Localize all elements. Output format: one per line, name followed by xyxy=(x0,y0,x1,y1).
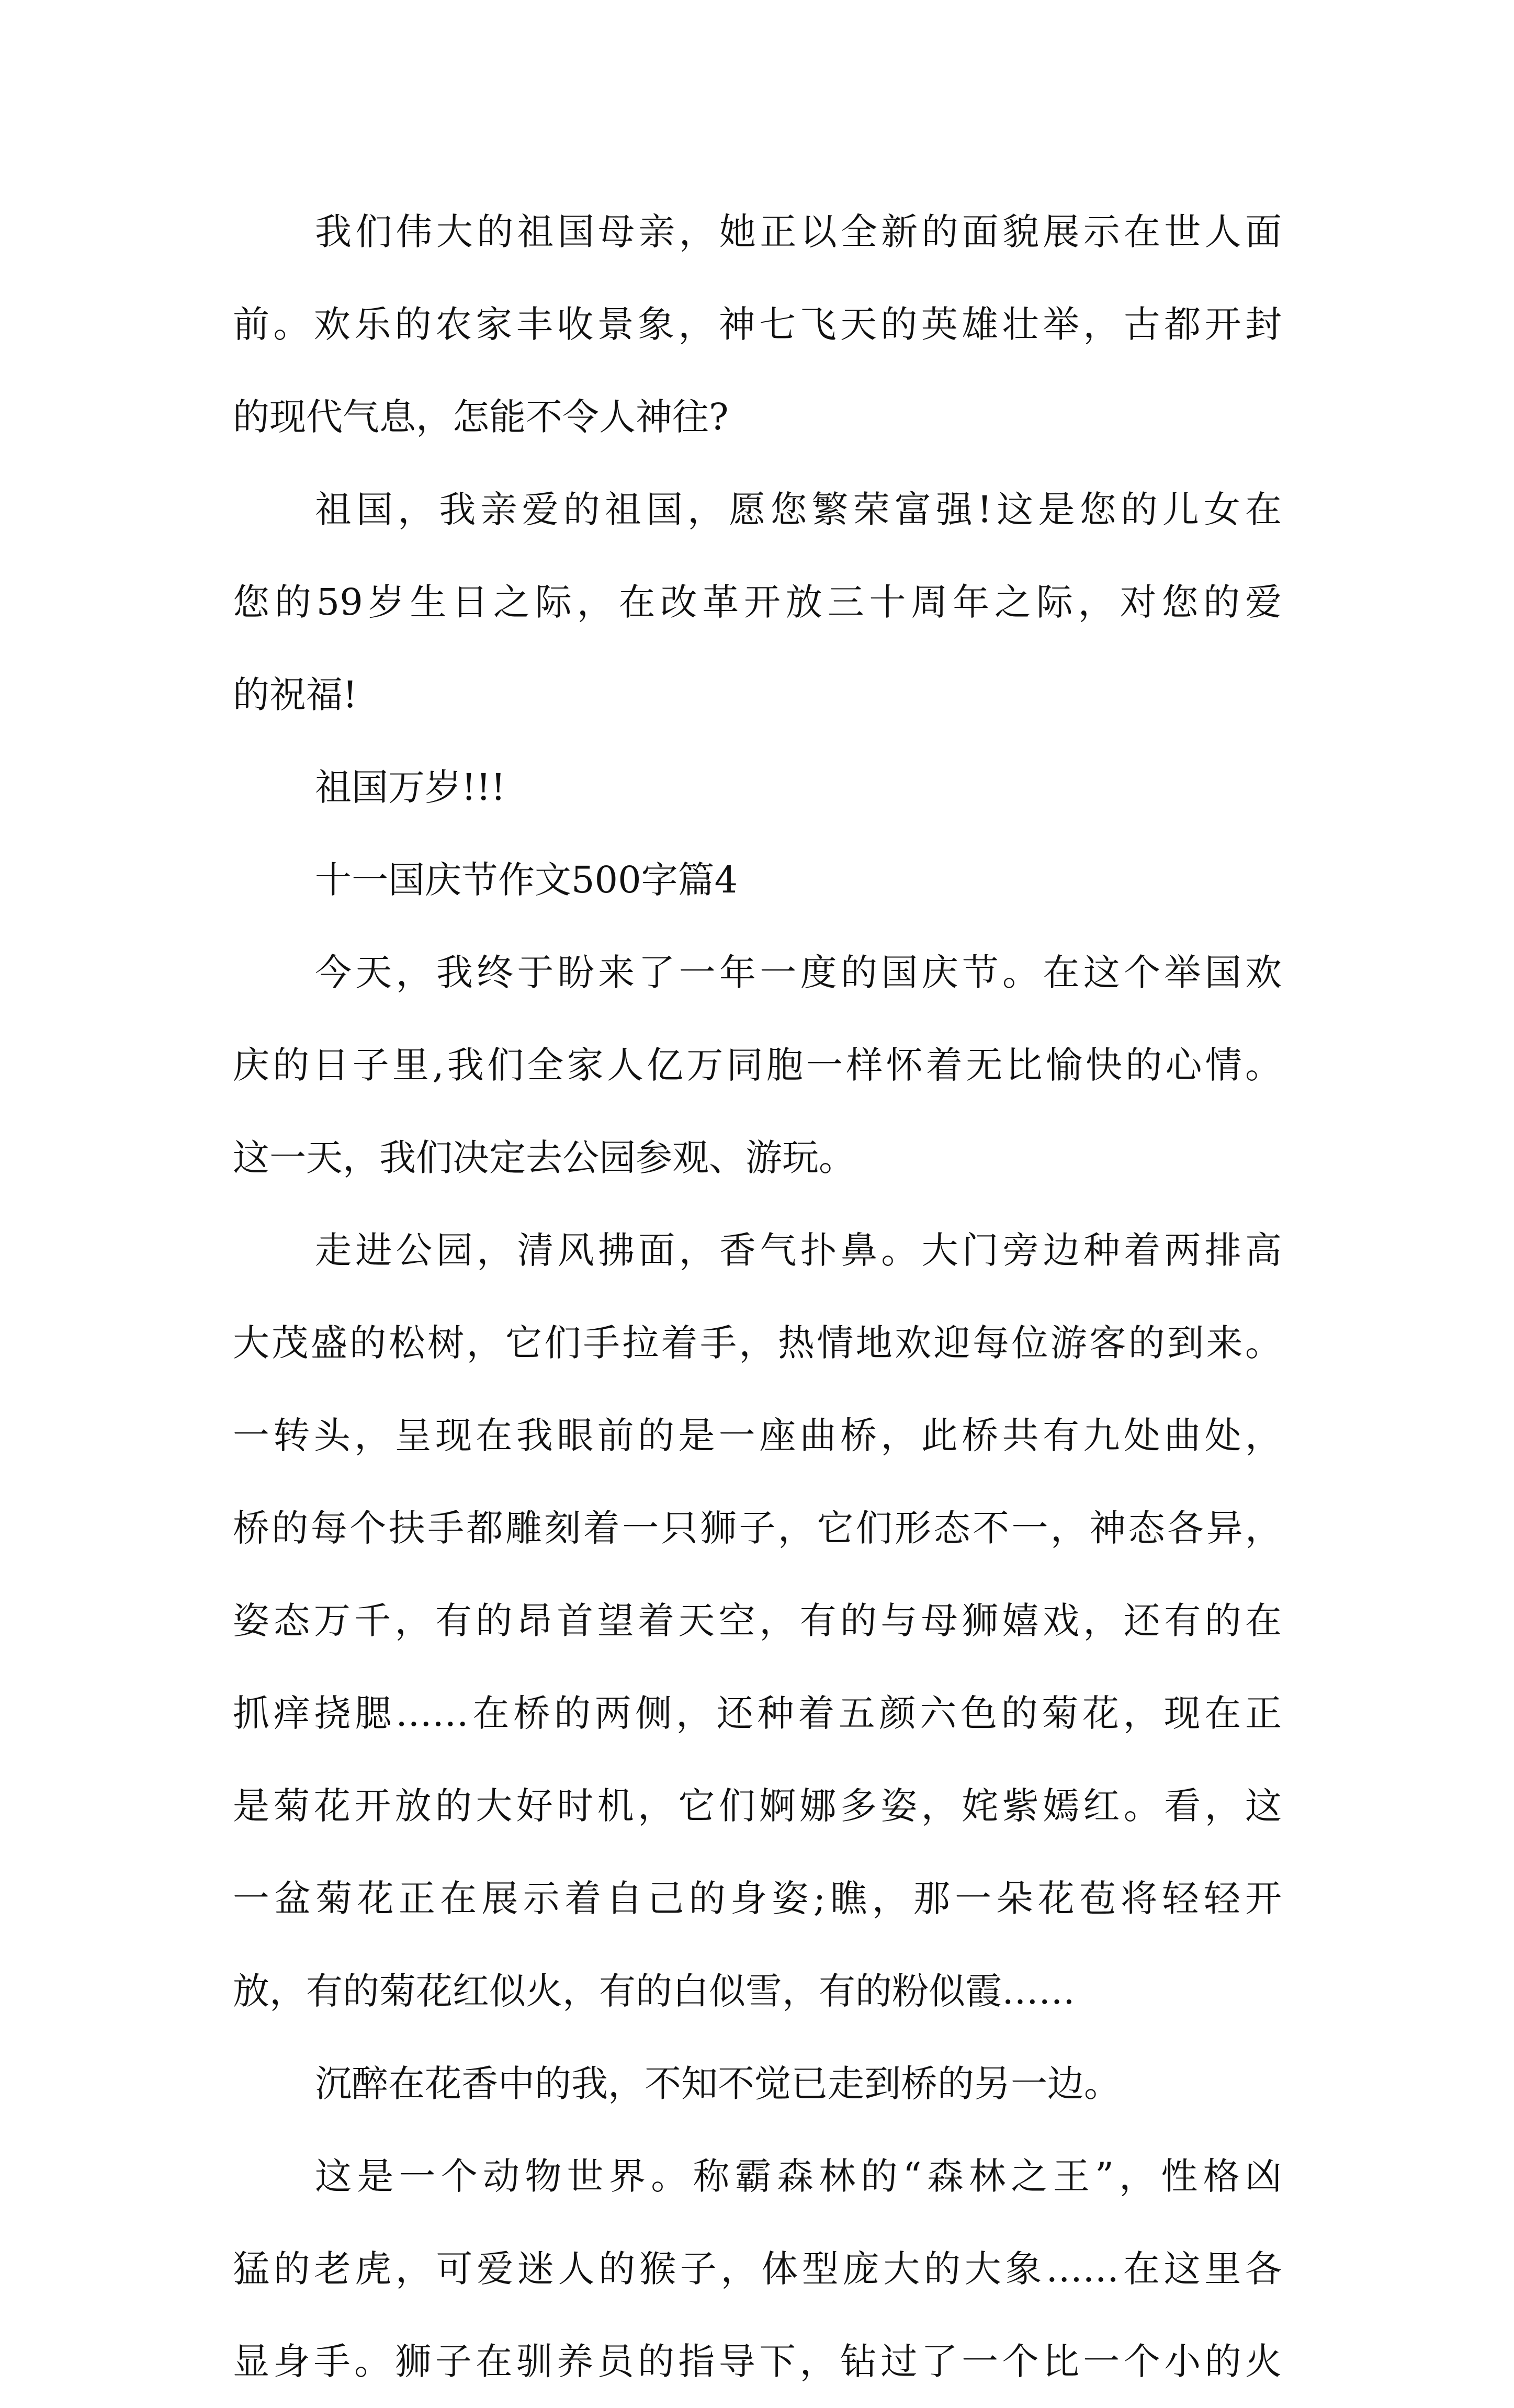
text-line: 一盆菊花正在展示着自己的身姿;瞧，那一朵花苞将轻轻开 xyxy=(233,1877,1282,1920)
text-line: 走进公园，清风拂面，香气扑鼻。大门旁边种着两排高 xyxy=(315,1229,1282,1272)
text-line: 沉醉在花香中的我，不知不觉已走到桥的另一边。 xyxy=(315,2062,1121,2105)
text-line: 十一国庆节作文500字篇4 xyxy=(315,858,738,901)
text-line: 我们伟大的祖国母亲，她正以全新的面貌展示在世人面 xyxy=(315,210,1282,253)
text-line: 抓痒挠腮……在桥的两侧，还种着五颜六色的菊花，现在正 xyxy=(233,1692,1282,1735)
text-line: 这是一个动物世界。称霸森林的“森林之王”，性格凶 xyxy=(315,2155,1282,2198)
text-line: 您的59岁生日之际，在改革开放三十周年之际，对您的爱 xyxy=(233,581,1282,624)
text-line: 前。欢乐的农家丰收景象，神七飞天的英雄壮举，古都开封 xyxy=(233,303,1282,346)
text-line: 放，有的菊花红似火，有的白似雪，有的粉似霞…… xyxy=(233,1970,1075,2013)
text-line: 一转头，呈现在我眼前的是一座曲桥，此桥共有九处曲处， xyxy=(233,1414,1282,1457)
text-line: 是菊花开放的大好时机，它们婀娜多姿，姹紫嫣红。看，这 xyxy=(233,1784,1282,1827)
text-line: 显身手。狮子在驯养员的指导下，钻过了一个比一个小的火 xyxy=(233,2340,1282,2383)
text-line: 猛的老虎，可爱迷人的猴子，体型庞大的大象……在这里各 xyxy=(233,2247,1282,2290)
text-line: 桥的每个扶手都雕刻着一只狮子，它们形态不一，神态各异， xyxy=(233,1507,1282,1550)
text-line: 这一天，我们决定去公园参观、游玩。 xyxy=(233,1136,855,1179)
text-line: 庆的日子里,我们全家人亿万同胞一样怀着无比愉快的心情。 xyxy=(233,1044,1282,1087)
text-line: 大茂盛的松树，它们手拉着手，热情地欢迎每位游客的到来。 xyxy=(233,1321,1282,1364)
text-line: 的祝福! xyxy=(233,673,358,716)
text-line: 祖国万岁!!! xyxy=(315,766,506,809)
text-line: 姿态万千，有的昂首望着天空，有的与母狮嬉戏，还有的在 xyxy=(233,1599,1282,1642)
text-line: 祖国，我亲爱的祖国，愿您繁荣富强!这是您的儿女在 xyxy=(315,488,1282,531)
text-line: 今天，我终于盼来了一年一度的国庆节。在这个举国欢 xyxy=(315,951,1282,994)
document-page xyxy=(233,186,1282,2408)
text-line: 的现代气息，怎能不令人神往? xyxy=(233,395,729,438)
